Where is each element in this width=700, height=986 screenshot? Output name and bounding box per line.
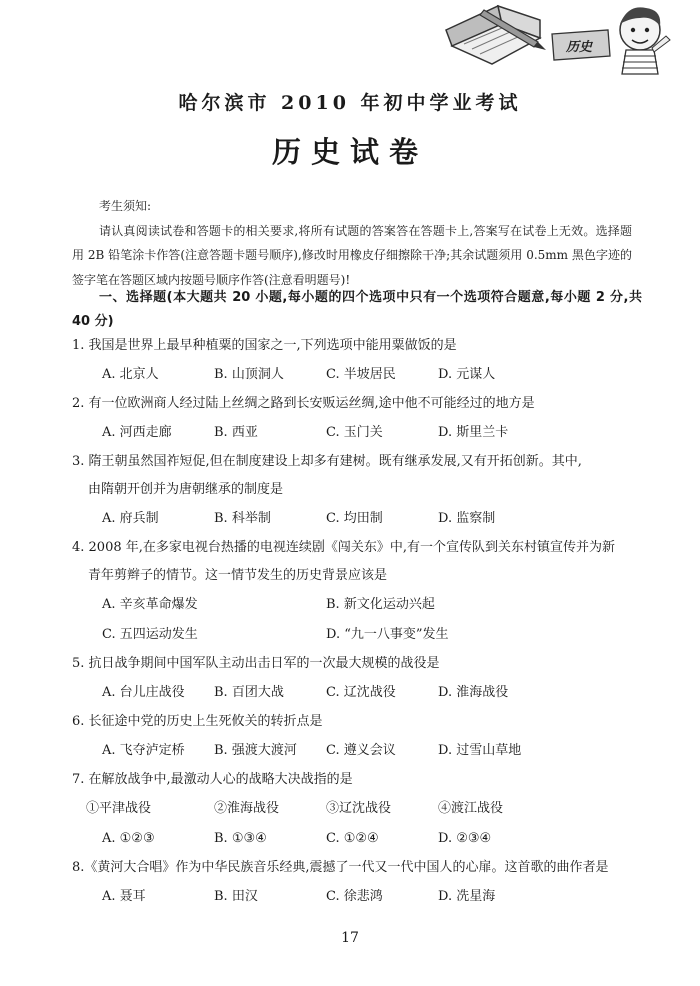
option-b: B. 新文化运动兴起 xyxy=(326,597,435,612)
option-d: D. 过雪山草地 xyxy=(438,743,522,758)
option-c: C. 半坡居民 xyxy=(326,367,396,382)
candidate-notice xyxy=(72,194,632,292)
question-stem: 2. 有一位欧洲商人经过陆上丝绸之路到长安贩运丝绸,途中他不可能经过的地方是 xyxy=(72,396,535,411)
option-row xyxy=(72,418,652,448)
question-5 xyxy=(72,650,652,708)
item-4: ④渡江战役 xyxy=(438,801,504,816)
option-d: D. ②③④ xyxy=(438,831,492,846)
option-c: C. 徐悲鸿 xyxy=(326,889,383,904)
exam-title: 哈尔滨市 2010 年初中学业考试 xyxy=(178,92,522,114)
option-c: C. 均田制 xyxy=(326,511,383,526)
option-c: C. 辽沈战役 xyxy=(326,685,396,700)
option-c: C. ①②④ xyxy=(326,831,379,846)
question-stem-line2: 由隋朝开创并为唐朝继承的制度是 xyxy=(88,482,284,497)
option-c: C. 玉门关 xyxy=(326,425,383,440)
option-a: A. 台儿庄战役 xyxy=(102,685,185,700)
option-a: A. 飞夺泸定桥 xyxy=(102,743,185,758)
option-b: B. 百团大战 xyxy=(214,685,284,700)
item-1: ①平津战役 xyxy=(86,801,152,816)
option-d: D. 斯里兰卡 xyxy=(438,425,509,440)
option-row xyxy=(72,882,652,912)
option-b: B. 田汉 xyxy=(214,889,258,904)
option-b: B. 科举制 xyxy=(214,511,271,526)
question-7 xyxy=(72,766,652,854)
option-a: A. 府兵制 xyxy=(102,511,159,526)
question-1 xyxy=(72,332,652,390)
option-b: B. 山顶洞人 xyxy=(214,367,284,382)
option-c: C. 五四运动发生 xyxy=(102,627,198,642)
option-c: C. 遵义会议 xyxy=(326,743,396,758)
question-4 xyxy=(72,534,652,650)
question-8 xyxy=(72,854,652,912)
paper-title: 历史试卷 xyxy=(271,135,428,169)
book-and-pencil-icon xyxy=(440,0,672,76)
item-2: ②淮海战役 xyxy=(214,801,280,816)
page-number: 17 xyxy=(341,930,359,946)
option-a: A. 聂耳 xyxy=(102,889,146,904)
question-stem: 7. 在解放战争中,最激动人心的战略大决战指的是 xyxy=(72,772,353,787)
option-a: A. 北京人 xyxy=(102,367,159,382)
question-6 xyxy=(72,708,652,766)
question-stem xyxy=(72,448,652,504)
item-row xyxy=(72,794,652,824)
question-2 xyxy=(72,390,652,448)
option-row xyxy=(72,736,652,766)
header-illustration xyxy=(440,0,672,76)
option-a: A. 辛亥革命爆发 xyxy=(102,597,198,612)
option-b: B. ①③④ xyxy=(214,831,267,846)
question-stem: 6. 长征途中党的历史上生死攸关的转折点是 xyxy=(72,714,323,729)
item-3: ③辽沈战役 xyxy=(326,801,392,816)
question-stem: 8.《黄河大合唱》作为中华民族音乐经典,震撼了一代又一代中国人的心扉。这首歌的曲作者是 xyxy=(72,860,609,875)
question-stem: 1. 我国是世界上最早种植粟的国家之一,下列选项中能用粟做饭的是 xyxy=(72,338,457,353)
question-stem: 5. 抗日战争期间中国军队主动出击日军的一次最大规模的战役是 xyxy=(72,656,440,671)
question-stem-line1: 4. 2008 年,在多家电视台热播的电视连续剧《闯关东》中,有一个宣传队到关东村镇宣传并为新 xyxy=(72,540,616,555)
notice-text: 请认真阅读试卷和答题卡的相关要求,将所有试题的答案答在答题卡上,答案写在试卷上无效。选择题用 2B 铅笔涂卡作答(注意答题卡题号顺序),修改时用橡皮仔细擦除干净;其余试题须用 0.5mm 黑色字迹的签字笔在答题区域内按题号顺序作答(注意看明题号)! xyxy=(72,223,632,287)
option-d: D. 元谋人 xyxy=(438,367,496,382)
option-row xyxy=(72,620,652,650)
notice-label: 考生须知: xyxy=(99,199,152,213)
option-a: A. 河西走廊 xyxy=(102,425,172,440)
question-stem xyxy=(72,534,652,590)
option-row xyxy=(72,824,652,854)
option-d: D. 淮海战役 xyxy=(438,685,509,700)
option-row xyxy=(72,590,652,620)
option-d: D. “九一八事变”发生 xyxy=(326,627,449,642)
subject-badge: 历史 xyxy=(566,40,593,55)
question-list xyxy=(72,332,652,912)
question-stem-line2: 青年剪辫子的情节。这一情节发生的历史背景应该是 xyxy=(88,568,388,583)
option-b: B. 强渡大渡河 xyxy=(214,743,297,758)
option-row xyxy=(72,504,652,534)
option-b: B. 西亚 xyxy=(214,425,258,440)
section-heading: 一、选择题(本大题共 20 小题,每小题的四个选项中只有一个选项符合题意,每小题 2 分,共 40 分) xyxy=(72,290,642,329)
question-stem-line1: 3. 隋王朝虽然国祚短促,但在制度建设上却多有建树。既有继承发展,又有开拓创新。其中, xyxy=(72,454,582,469)
question-3 xyxy=(72,448,652,534)
option-d: D. 冼星海 xyxy=(438,889,496,904)
option-row xyxy=(72,678,652,708)
option-a: A. ①②③ xyxy=(102,831,155,846)
option-d: D. 监察制 xyxy=(438,511,496,526)
option-row xyxy=(72,360,652,390)
cartoon-child-icon xyxy=(620,7,670,74)
